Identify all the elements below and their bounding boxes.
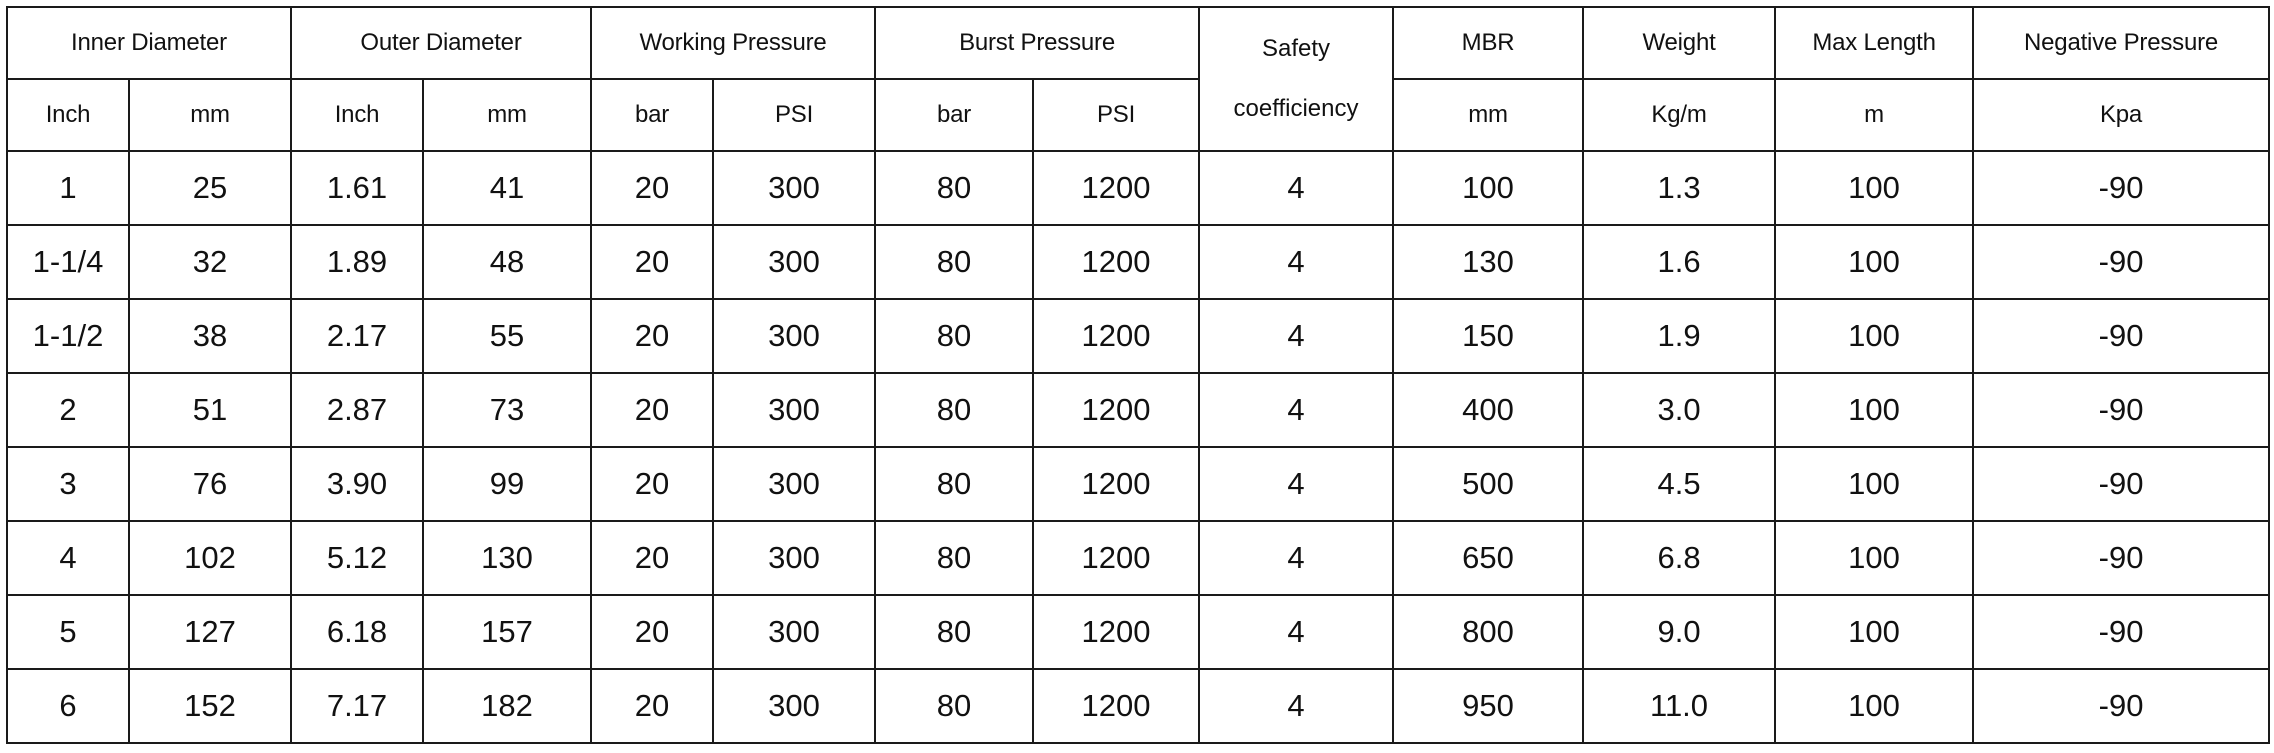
table-cell: 950 (1393, 669, 1583, 743)
table-cell: 100 (1775, 373, 1973, 447)
table-cell: 1200 (1033, 373, 1199, 447)
header-inner-diameter: Inner Diameter (7, 7, 291, 79)
unit-cell: Inch (291, 79, 423, 151)
table-cell: 1200 (1033, 225, 1199, 299)
table-cell: 20 (591, 521, 713, 595)
table-cell: 41 (423, 151, 591, 225)
table-cell: 1.9 (1583, 299, 1775, 373)
table-cell: 1.89 (291, 225, 423, 299)
header-outer-diameter: Outer Diameter (291, 7, 591, 79)
table-cell: 500 (1393, 447, 1583, 521)
table-cell: 80 (875, 669, 1033, 743)
table-cell: 2.87 (291, 373, 423, 447)
unit-cell: PSI (1033, 79, 1199, 151)
table-cell: -90 (1973, 373, 2269, 447)
unit-cell: bar (591, 79, 713, 151)
table-cell: 6.8 (1583, 521, 1775, 595)
table-cell: 1200 (1033, 151, 1199, 225)
table-cell: 4 (1199, 595, 1393, 669)
table-cell: -90 (1973, 299, 2269, 373)
table-row (7, 373, 2269, 447)
unit-cell: mm (423, 79, 591, 151)
table-cell: 80 (875, 521, 1033, 595)
table-cell: 100 (1775, 521, 1973, 595)
table-cell: 400 (1393, 373, 1583, 447)
table-cell: 1-1/4 (7, 225, 129, 299)
table-cell: 1.6 (1583, 225, 1775, 299)
table-cell: 4.5 (1583, 447, 1775, 521)
table-cell: 300 (713, 595, 875, 669)
table-cell: 7.17 (291, 669, 423, 743)
spec-table-wrapper (6, 6, 2270, 744)
table-cell: 5.12 (291, 521, 423, 595)
table-row (7, 521, 2269, 595)
table-cell: 300 (713, 299, 875, 373)
table-cell: 157 (423, 595, 591, 669)
table-cell: 4 (1199, 299, 1393, 373)
table-row (7, 595, 2269, 669)
table-cell: -90 (1973, 447, 2269, 521)
table-cell: 800 (1393, 595, 1583, 669)
table-cell: 11.0 (1583, 669, 1775, 743)
table-cell: 20 (591, 151, 713, 225)
unit-cell: mm (1393, 79, 1583, 151)
table-cell: 55 (423, 299, 591, 373)
table-cell: 32 (129, 225, 291, 299)
table-cell: 20 (591, 299, 713, 373)
table-cell: 73 (423, 373, 591, 447)
unit-cell: bar (875, 79, 1033, 151)
table-cell: 100 (1393, 151, 1583, 225)
table-cell: 182 (423, 669, 591, 743)
header-mbr: MBR (1393, 7, 1583, 79)
header-coefficiency-label: coefficiency (1233, 95, 1359, 122)
table-cell: -90 (1973, 595, 2269, 669)
table-cell: 9.0 (1583, 595, 1775, 669)
table-cell: 4 (1199, 521, 1393, 595)
table-cell: 20 (591, 373, 713, 447)
table-cell: 300 (713, 447, 875, 521)
table-cell: 1200 (1033, 447, 1199, 521)
table-cell: -90 (1973, 521, 2269, 595)
table-row (7, 669, 2269, 743)
table-cell: 48 (423, 225, 591, 299)
table-cell: 300 (713, 669, 875, 743)
table-cell: 650 (1393, 521, 1583, 595)
table-cell: 150 (1393, 299, 1583, 373)
table-cell: 4 (1199, 669, 1393, 743)
table-cell: -90 (1973, 669, 2269, 743)
table-cell: 80 (875, 595, 1033, 669)
table-cell: 130 (1393, 225, 1583, 299)
table-cell: 1 (7, 151, 129, 225)
header-max-length: Max Length (1775, 7, 1973, 79)
table-cell: 20 (591, 225, 713, 299)
table-cell: 3 (7, 447, 129, 521)
table-cell: 80 (875, 151, 1033, 225)
table-cell: 130 (423, 521, 591, 595)
table-cell: 152 (129, 669, 291, 743)
table-row (7, 447, 2269, 521)
table-cell: 6 (7, 669, 129, 743)
table-cell: 127 (129, 595, 291, 669)
unit-cell: mm (129, 79, 291, 151)
table-cell: 4 (1199, 225, 1393, 299)
table-row (7, 299, 2269, 373)
table-cell: 80 (875, 299, 1033, 373)
table-cell: 1200 (1033, 299, 1199, 373)
table-cell: 20 (591, 447, 713, 521)
unit-row (7, 79, 2269, 151)
table-cell: 51 (129, 373, 291, 447)
table-row (7, 151, 2269, 225)
table-cell: 300 (713, 225, 875, 299)
header-burst-pressure: Burst Pressure (875, 7, 1199, 79)
header-safety-coefficiency (1199, 7, 1393, 151)
table-cell: 4 (1199, 373, 1393, 447)
table-cell: 100 (1775, 669, 1973, 743)
table-cell: 4 (7, 521, 129, 595)
table-cell: 102 (129, 521, 291, 595)
table-row (7, 225, 2269, 299)
table-cell: 2.17 (291, 299, 423, 373)
header-weight: Weight (1583, 7, 1775, 79)
header-safety-label: Safety (1262, 35, 1331, 62)
table-cell: 5 (7, 595, 129, 669)
table-cell: 1200 (1033, 595, 1199, 669)
table-cell: 80 (875, 447, 1033, 521)
table-cell: -90 (1973, 151, 2269, 225)
table-cell: 6.18 (291, 595, 423, 669)
table-cell: 20 (591, 595, 713, 669)
table-cell: -90 (1973, 225, 2269, 299)
table-cell: 3.90 (291, 447, 423, 521)
table-cell: 3.0 (1583, 373, 1775, 447)
table-cell: 1200 (1033, 521, 1199, 595)
table-cell: 1-1/2 (7, 299, 129, 373)
table-cell: 2 (7, 373, 129, 447)
table-cell: 80 (875, 225, 1033, 299)
table-cell: 300 (713, 151, 875, 225)
table-cell: 100 (1775, 151, 1973, 225)
table-cell: 1.61 (291, 151, 423, 225)
table-cell: 100 (1775, 595, 1973, 669)
table-cell: 300 (713, 373, 875, 447)
table-cell: 100 (1775, 447, 1973, 521)
table-cell: 4 (1199, 151, 1393, 225)
unit-cell: Inch (7, 79, 129, 151)
unit-cell: m (1775, 79, 1973, 151)
header-working-pressure: Working Pressure (591, 7, 875, 79)
table-cell: 1200 (1033, 669, 1199, 743)
table-cell: 38 (129, 299, 291, 373)
unit-cell: PSI (713, 79, 875, 151)
table-cell: 1.3 (1583, 151, 1775, 225)
hose-spec-table (6, 6, 2270, 744)
unit-cell: Kpa (1973, 79, 2269, 151)
header-negative-pressure: Negative Pressure (1973, 7, 2269, 79)
table-cell: 80 (875, 373, 1033, 447)
table-cell: 25 (129, 151, 291, 225)
table-cell: 20 (591, 669, 713, 743)
table-cell: 76 (129, 447, 291, 521)
table-cell: 300 (713, 521, 875, 595)
table-cell: 100 (1775, 299, 1973, 373)
table-cell: 100 (1775, 225, 1973, 299)
unit-cell: Kg/m (1583, 79, 1775, 151)
header-row (7, 7, 2269, 79)
data-body (7, 151, 2269, 743)
table-cell: 4 (1199, 447, 1393, 521)
table-cell: 99 (423, 447, 591, 521)
